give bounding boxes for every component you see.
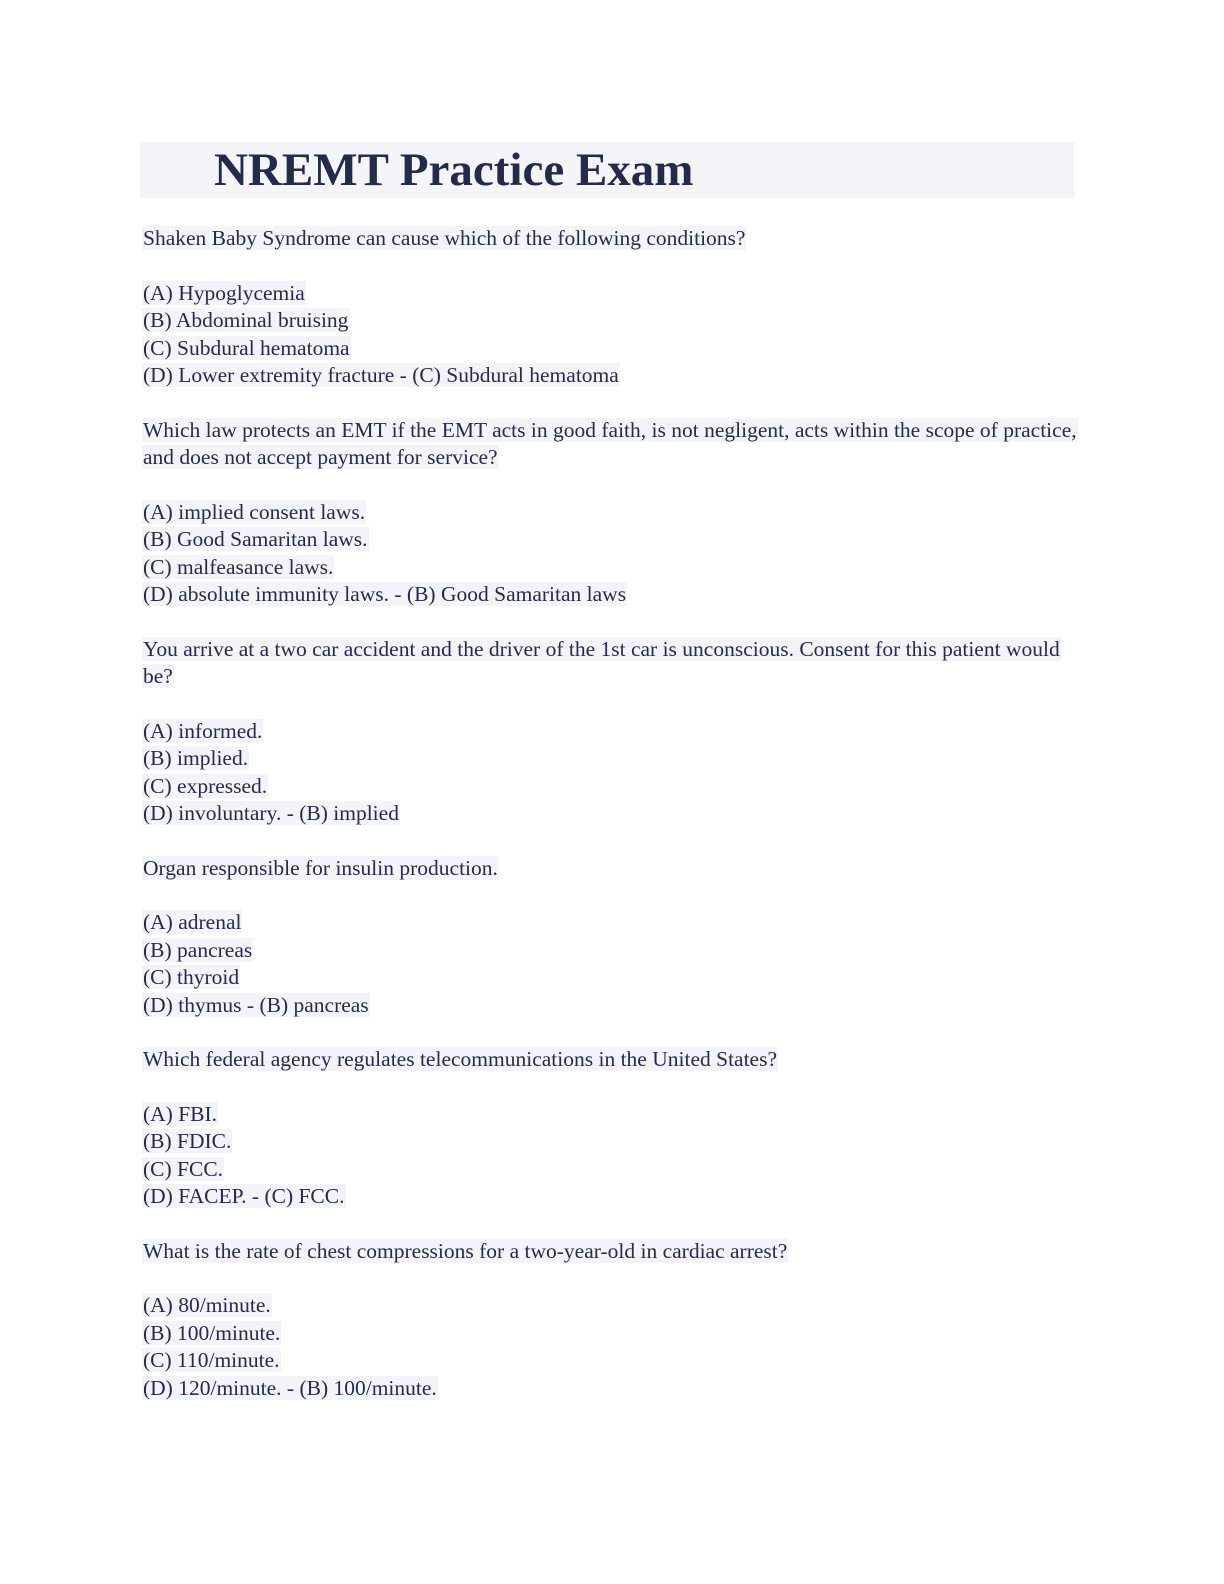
question-text: What is the rate of chest compressions for a two-year-old in cardiac arrest? (143, 1238, 788, 1263)
answer-option: (A) 80/minute. (143, 1293, 271, 1317)
answer-option: (C) Subdural hematoma (143, 335, 350, 360)
answer-options (142, 1292, 1082, 1402)
answer-option: (B) implied. (143, 746, 249, 770)
answer-option: (A) FBI. (143, 1101, 218, 1126)
answer-options (142, 1101, 1082, 1211)
question-text: Shaken Baby Syndrome can cause which of the following conditions? (143, 226, 746, 250)
answer-option-with-key: (D) thymus - (B) pancreas (143, 992, 369, 1017)
answer-option: (A) Hypoglycemia (143, 280, 305, 305)
answer-options (142, 499, 1082, 609)
question-text: Which federal agency regulates telecommunications in the United States? (143, 1047, 778, 1071)
question-block (142, 1046, 1082, 1211)
answer-options (142, 280, 1082, 390)
page-title: NREMT Practice Exam (214, 144, 694, 196)
answer-option: (A) informed. (143, 718, 263, 743)
answer-option-with-key: (D) 120/minute. - (B) 100/minute. (143, 1375, 437, 1400)
answer-option: (C) expressed. (143, 773, 268, 798)
question-block (142, 636, 1082, 828)
answer-option-with-key: (D) Lower extremity fracture - (C) Subdural hematoma (143, 363, 619, 387)
answer-option: (B) pancreas (143, 937, 253, 962)
answer-option: (C) FCC. (143, 1156, 224, 1181)
answer-option: (B) 100/minute. (143, 1320, 281, 1345)
answer-option-with-key: (D) FACEP. - (C) FCC. (143, 1184, 345, 1208)
answer-option: (C) thyroid (143, 965, 240, 989)
answer-option: (A) implied consent laws. (143, 499, 366, 524)
answer-option-with-key: (D) absolute immunity laws. - (B) Good Samaritan laws (143, 582, 627, 606)
answer-option-with-key: (D) involuntary. - (B) implied (143, 801, 399, 825)
question-text: Organ responsible for insulin production. (143, 855, 498, 880)
question-block (142, 417, 1082, 609)
answer-option: (B) FDIC. (143, 1129, 232, 1153)
answer-options (142, 909, 1082, 1019)
title-banner (140, 142, 1074, 198)
question-block (142, 225, 1082, 390)
question-block (142, 1238, 1082, 1403)
question-list (142, 225, 1082, 1429)
question-block (142, 855, 1082, 1020)
answer-option: (A) adrenal (143, 910, 242, 934)
question-text: You arrive at a two car accident and the driver of the 1st car is unconscious. Consent for this patient would be? (143, 636, 1060, 688)
answer-option: (C) 110/minute. (143, 1348, 280, 1372)
answer-options (142, 718, 1082, 828)
answer-option: (C) malfeasance laws. (143, 554, 334, 579)
question-text: Which law protects an EMT if the EMT acts in good faith, is not negligent, acts within the scope of practice, and does not accept payment for service? (143, 417, 1077, 469)
answer-option: (B) Good Samaritan laws. (143, 527, 368, 551)
answer-option: (B) Abdominal bruising (143, 308, 349, 332)
